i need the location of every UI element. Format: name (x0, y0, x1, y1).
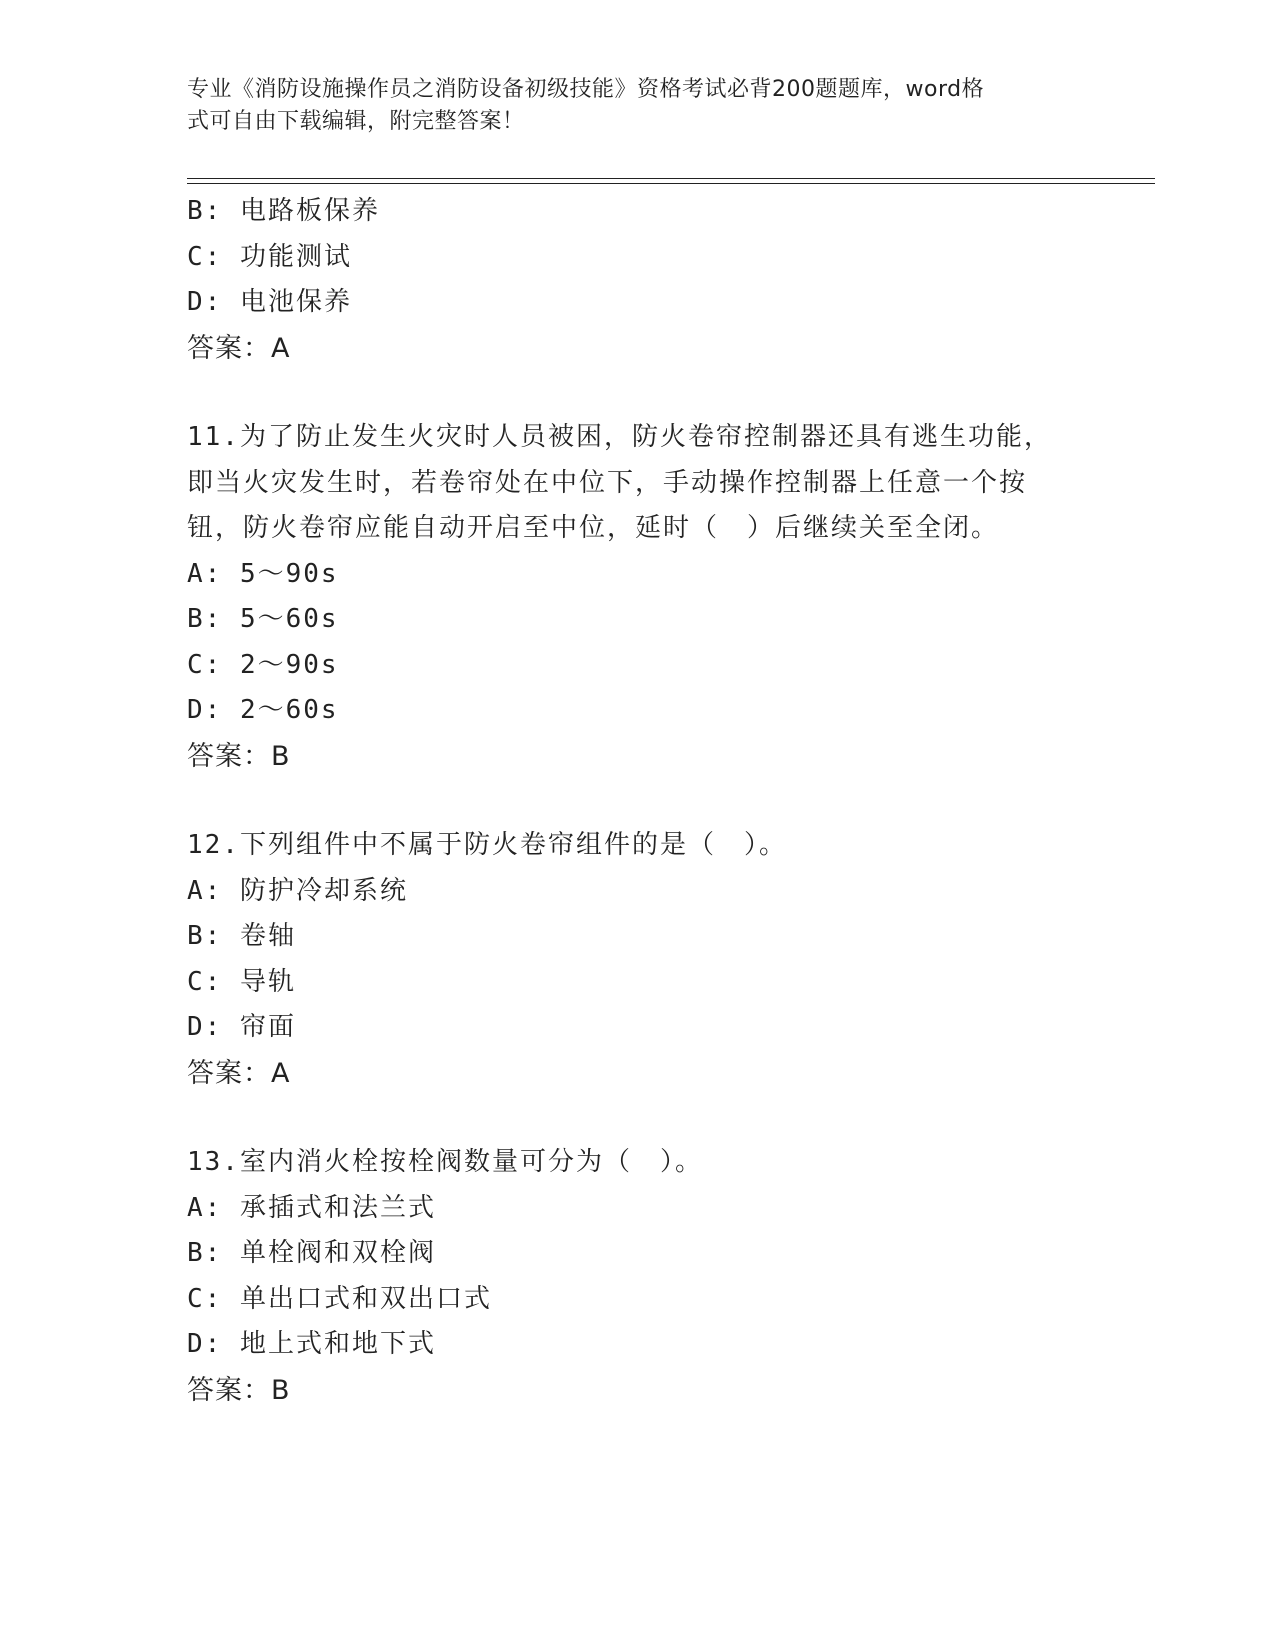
option-d: D: 帘面 (187, 1012, 296, 1042)
header-line-1: 专业《消防设施操作员之消防设备初级技能》资格考试必背200题题库，word格 (187, 77, 985, 102)
answer-line: 答案：B (187, 740, 291, 772)
option-a: A: 5～90s (187, 558, 339, 589)
question-block-13 (187, 1140, 1087, 1413)
question-text-line: 11.为了防止发生火灾时人员被困，防火卷帘控制器还具有逃生功能， (187, 422, 1052, 452)
option-c: C: 2～90s (187, 649, 339, 680)
option-d: D: 2～60s (187, 695, 339, 725)
header-divider-bottom (187, 183, 1155, 184)
option-b: B: 电路板保养 (187, 196, 380, 226)
header-divider-top (187, 178, 1155, 179)
option-b: B: 卷轴 (187, 921, 296, 951)
header-line-2: 式可自由下载编辑，附完整答案！ (187, 109, 525, 134)
option-b: B: 单栓阀和双栓阀 (187, 1238, 436, 1268)
option-b: B: 5～60s (187, 604, 339, 634)
question-list (187, 189, 1087, 1413)
question-text-line: 13.室内消火栓按栓阀数量可分为（ ）。 (187, 1147, 703, 1177)
question-block-11 (187, 415, 1087, 779)
answer-line: 答案：A (187, 1057, 291, 1089)
option-c: C: 功能测试 (187, 241, 352, 272)
option-a: A: 承插式和法兰式 (187, 1192, 436, 1223)
question-text-line: 12.下列组件中不属于防火卷帘组件的是（ ）。 (187, 830, 787, 860)
option-a: A: 防护冷却系统 (187, 875, 408, 906)
document-header (187, 74, 1067, 138)
answer-line: 答案：B (187, 1374, 291, 1406)
question-block-prev (187, 189, 1087, 371)
question-text-line: 即当火灾发生时，若卷帘处在中位下，手动操作控制器上任意一个按 (187, 467, 1028, 498)
question-block-12 (187, 823, 1087, 1096)
answer-line: 答案：A (187, 332, 291, 364)
option-c: C: 单出口式和双出口式 (187, 1283, 492, 1314)
option-c: C: 导轨 (187, 966, 296, 997)
option-d: D: 电池保养 (187, 287, 352, 317)
question-text-line: 钮，防火卷帘应能自动开启至中位，延时（ ）后继续关至全闭。 (187, 513, 1000, 543)
option-d: D: 地上式和地下式 (187, 1329, 436, 1359)
